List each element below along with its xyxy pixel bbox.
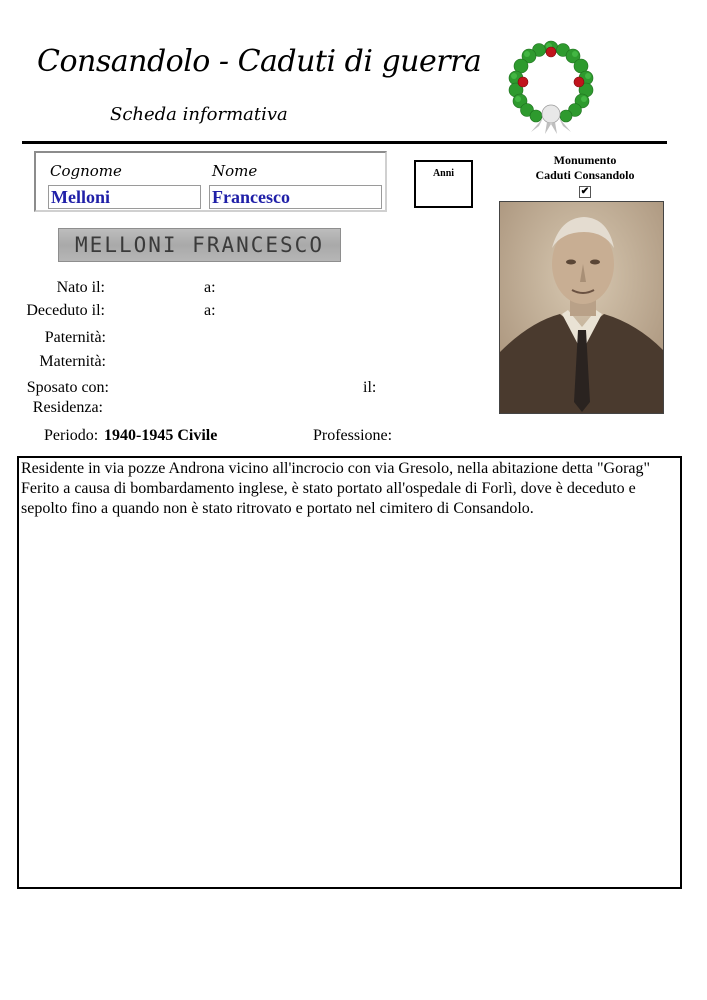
header-divider xyxy=(22,141,667,144)
nato-label: Nato il: xyxy=(56,279,105,296)
monumento-line1: Monumento xyxy=(553,153,617,167)
professione-label: Professione: xyxy=(313,427,393,444)
portrait-photo xyxy=(499,201,664,414)
monumento-checkbox[interactable]: ✔ xyxy=(580,186,590,197)
periodo-label: Periodo: xyxy=(44,427,99,444)
nome-label: Nome xyxy=(212,162,258,180)
anni-box xyxy=(414,160,473,208)
paternita-label: Paternità: xyxy=(44,329,106,346)
laurel-wreath-icon xyxy=(505,40,597,136)
deceduto-label: Deceduto il: xyxy=(26,302,105,319)
anni-label: Anni xyxy=(432,168,455,179)
nato-luogo-label: a: xyxy=(204,279,216,296)
residenza-label: Residenza: xyxy=(32,399,103,416)
portrait-image xyxy=(500,202,664,414)
notes-box[interactable] xyxy=(17,456,682,889)
periodo-value: 1940-1945 Civile xyxy=(104,427,218,444)
sposato-label: Sposato con: xyxy=(26,379,109,396)
notes-text: Residente in via pozze Androna vicino all'incrocio con via Gresolo, nella abitazione detta "Gorag" Ferito a causa di bombardamento inglese, è stato portato all'ospedale di Forlì, dove è deceduto e sepolto fino a quando non è stato ritrovato e portato nel cimitero di Consandolo. xyxy=(21,460,651,517)
page-title: Consandolo - Caduti di guerra xyxy=(37,44,482,79)
nome-field[interactable]: Francesco xyxy=(209,185,382,209)
deceduto-luogo-label: a: xyxy=(204,302,216,319)
maternita-label: Maternità: xyxy=(39,353,106,370)
monumento-block xyxy=(510,153,660,198)
monumento-line2: Caduti Consandolo xyxy=(535,168,635,182)
name-plaque: MELLONI FRANCESCO xyxy=(58,228,341,262)
page-subtitle: Scheda informativa xyxy=(110,104,288,125)
name-panel xyxy=(34,151,387,212)
sposato-data-label: il: xyxy=(363,379,377,396)
cognome-label: Cognome xyxy=(50,162,122,180)
cognome-field[interactable]: Melloni xyxy=(48,185,201,209)
